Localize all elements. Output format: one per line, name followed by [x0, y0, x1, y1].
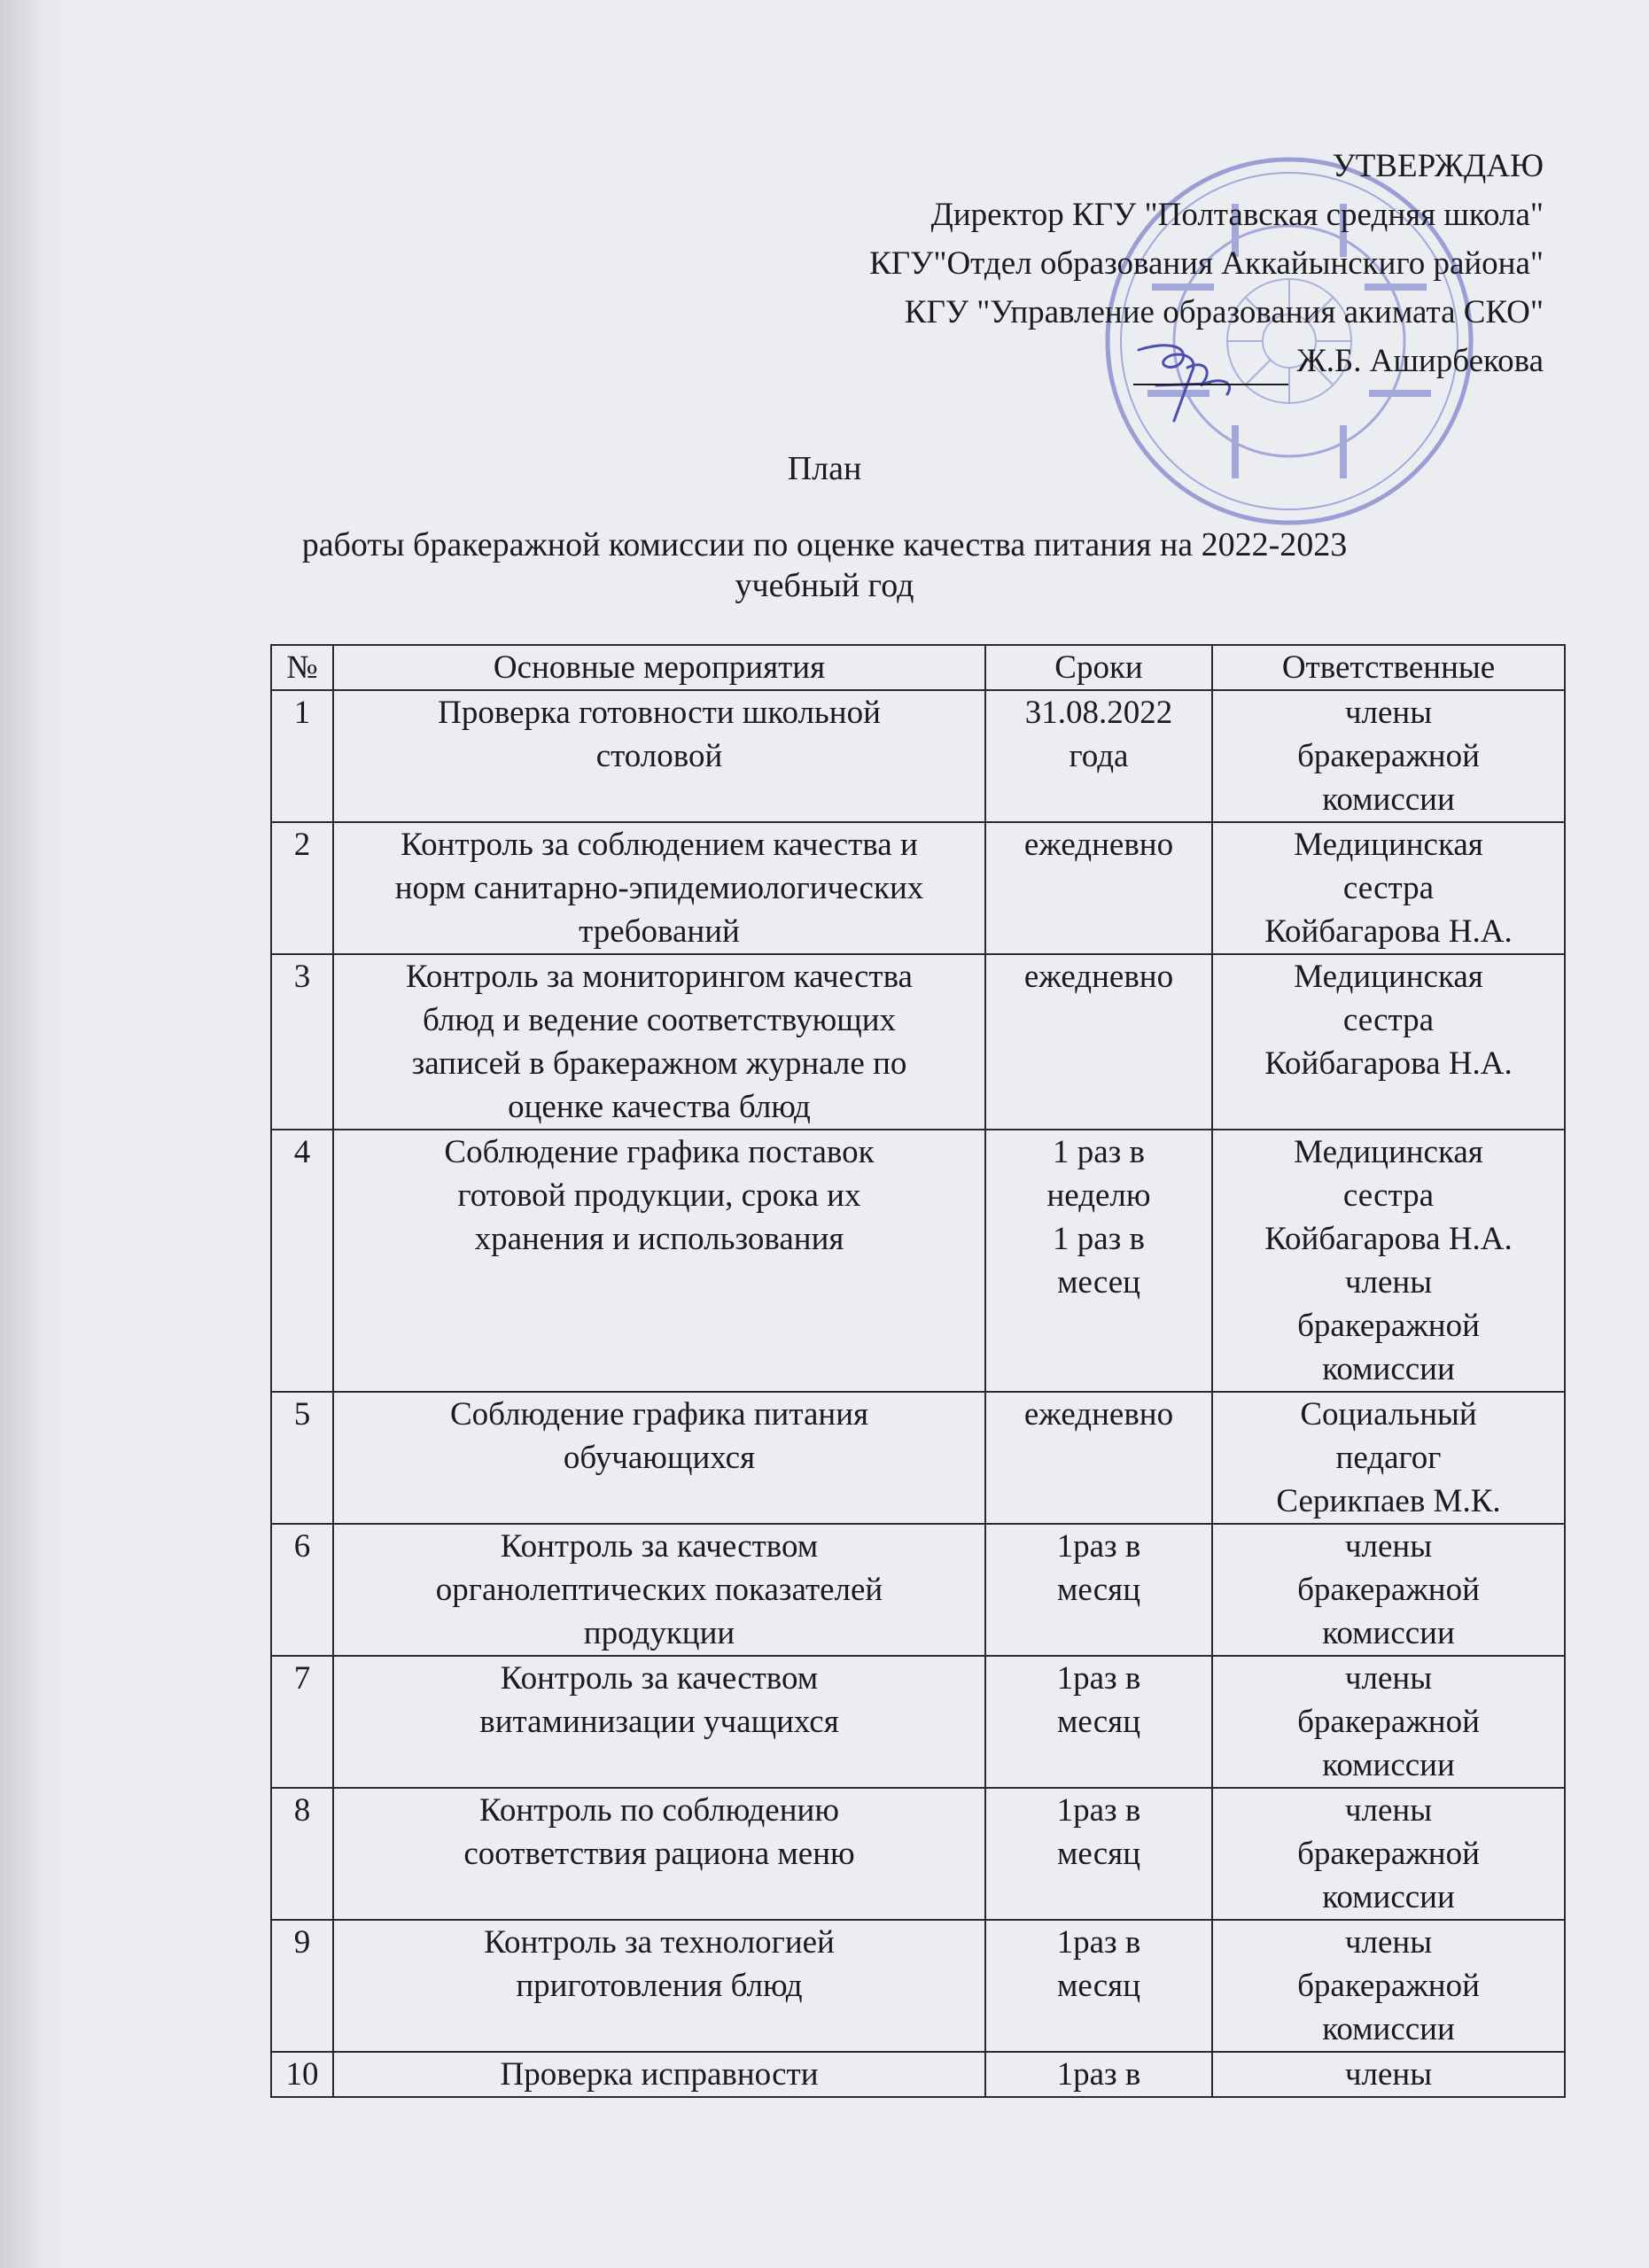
- activity-cell-line: Контроль за качеством: [500, 1528, 819, 1565]
- row-number: 9: [271, 1920, 333, 2052]
- activity-cell-line: продукции: [583, 1615, 735, 1651]
- activity-cell: [333, 1524, 985, 1656]
- responsible-cell-line: бракеражной: [1297, 1836, 1480, 1872]
- responsible-cell-line: сестра: [1342, 1177, 1435, 1214]
- term-cell: [985, 822, 1212, 954]
- responsible-cell-line: педагог: [1335, 1440, 1442, 1476]
- responsible-cell: [1212, 822, 1565, 954]
- responsible-cell-line: Койбагарова Н.А.: [1264, 913, 1513, 950]
- activity-cell-line: Контроль за соблюдением качества и: [401, 827, 918, 863]
- term-cell: [985, 1920, 1212, 2052]
- responsible-cell-line: члены: [1344, 1924, 1433, 1961]
- responsible-cell-line: комиссии: [1322, 2011, 1455, 2047]
- term-cell-line: месяц: [1057, 1968, 1140, 2004]
- activity-cell: [333, 954, 985, 1130]
- term-cell: [985, 1524, 1212, 1656]
- responsible-cell: [1212, 1524, 1565, 1656]
- activity-cell: [333, 1130, 985, 1392]
- activity-cell-line: органолептических показателей: [435, 1572, 883, 1608]
- term-cell-line: неделю: [1046, 1177, 1151, 1214]
- responsible-cell-line: бракеражной: [1297, 1572, 1480, 1608]
- row-number: 2: [271, 822, 333, 954]
- signature-underline: [1133, 346, 1288, 385]
- activity-cell-line: Контроль за качеством: [500, 1660, 819, 1697]
- plan-table: [270, 644, 1566, 2098]
- table-row: [271, 1524, 1565, 1656]
- term-cell-line: ежедневно: [1023, 1396, 1174, 1433]
- term-cell-line: ежедневно: [1023, 959, 1174, 995]
- activity-cell-line: хранения и использования: [474, 1221, 844, 1257]
- approver-position-line-1: Директор КГУ "Полтавская средняя школа": [930, 197, 1544, 233]
- activity-cell-line: соответствия рациона меню: [463, 1836, 855, 1872]
- responsible-cell-line: бракеражной: [1297, 738, 1480, 774]
- table-row: [271, 690, 1565, 822]
- responsible-cell: [1212, 1920, 1565, 2052]
- table-row: [271, 1656, 1565, 1788]
- responsible-cell: [1212, 2052, 1565, 2097]
- activity-cell: [333, 1656, 985, 1788]
- activity-cell: [333, 822, 985, 954]
- scan-edge: [0, 0, 55, 2268]
- activity-cell: [333, 1392, 985, 1524]
- activity-cell-line: Проверка исправности: [500, 2056, 819, 2093]
- row-number: 1: [271, 690, 333, 822]
- term-cell: [985, 2052, 1212, 2097]
- responsible-cell-line: Серикпаев М.К.: [1276, 1483, 1501, 1519]
- responsible-cell-line: сестра: [1342, 1002, 1435, 1038]
- row-number: 5: [271, 1392, 333, 1524]
- term-cell-line: месяц: [1057, 1572, 1140, 1608]
- responsible-cell: [1212, 690, 1565, 822]
- term-cell-line: месяц: [1057, 1704, 1140, 1740]
- activity-cell-line: оценке качества блюд: [508, 1089, 811, 1125]
- approver-position-line-3: КГУ "Управление образования акимата СКО": [904, 294, 1544, 330]
- responsible-cell-line: комиссии: [1322, 1747, 1455, 1783]
- responsible-cell-line: члены: [1344, 1528, 1433, 1565]
- table-row: [271, 1130, 1565, 1392]
- activity-cell-line: Проверка готовности школьной: [438, 695, 881, 731]
- responsible-cell: [1212, 1656, 1565, 1788]
- term-cell: [985, 1130, 1212, 1392]
- responsible-cell-line: члены: [1344, 1264, 1433, 1301]
- table-body: [271, 690, 1565, 2097]
- row-number: 10: [271, 2052, 333, 2097]
- document-subtitle: [0, 524, 1649, 606]
- subtitle-line-2: учебный год: [735, 567, 914, 604]
- responsible-cell-line: комиссии: [1322, 1615, 1455, 1651]
- responsible-cell-line: комиссии: [1322, 1879, 1455, 1915]
- table-row: [271, 2052, 1565, 2097]
- activity-cell-line: Соблюдение графика поставок: [444, 1134, 875, 1170]
- subtitle-line-1: работы бракеражной комиссии по оценке качества питания на 2022-2023: [301, 526, 1348, 563]
- responsible-cell-line: бракеражной: [1297, 1308, 1480, 1344]
- responsible-cell-line: члены: [1344, 695, 1433, 731]
- activity-cell-line: столовой: [595, 738, 723, 774]
- approval-block: [869, 142, 1544, 385]
- signature-line: [869, 337, 1544, 385]
- activity-cell: [333, 2052, 985, 2097]
- term-cell: [985, 690, 1212, 822]
- row-number: 3: [271, 954, 333, 1130]
- table-row: [271, 1788, 1565, 1920]
- responsible-cell-line: Медицинская: [1294, 827, 1483, 863]
- activity-cell-line: Контроль по соблюдению: [479, 1792, 839, 1829]
- responsible-cell-line: бракеражной: [1297, 1968, 1480, 2004]
- term-cell: [985, 1656, 1212, 1788]
- responsible-cell-line: Социальный: [1300, 1396, 1477, 1433]
- activity-cell: [333, 1920, 985, 2052]
- activity-cell-line: Контроль за мониторингом качества: [406, 959, 913, 995]
- table-row: [271, 954, 1565, 1130]
- table-header-row: [271, 645, 1565, 690]
- activity-cell-line: приготовления блюд: [516, 1968, 803, 2004]
- responsible-cell-line: Медицинская: [1294, 1134, 1483, 1170]
- activity-cell-line: норм санитарно-эпидемиологических: [394, 870, 924, 906]
- responsible-cell-line: члены: [1344, 2056, 1433, 2093]
- approve-title: УТВЕРЖДАЮ: [1332, 148, 1544, 184]
- activity-cell: [333, 1788, 985, 1920]
- approver-position-line-2: КГУ"Отдел образования Аккайынскиго района": [869, 245, 1544, 282]
- activity-cell-line: блюд и ведение соответствующих: [422, 1002, 897, 1038]
- term-cell-line: года: [1069, 738, 1129, 774]
- term-cell: [985, 1392, 1212, 1524]
- responsible-cell-line: Койбагарова Н.А.: [1264, 1221, 1513, 1257]
- responsible-cell-line: члены: [1344, 1792, 1433, 1829]
- responsible-cell: [1212, 954, 1565, 1130]
- term-cell: [985, 1788, 1212, 1920]
- term-cell-line: месец: [1057, 1264, 1140, 1301]
- header-activity: Основные мероприятия: [333, 645, 985, 690]
- term-cell-line: 1 раз в: [1052, 1221, 1145, 1257]
- term-cell-line: ежедневно: [1023, 827, 1174, 863]
- responsible-cell-line: Медицинская: [1294, 959, 1483, 995]
- responsible-cell: [1212, 1788, 1565, 1920]
- responsible-cell: [1212, 1392, 1565, 1524]
- row-number: 8: [271, 1788, 333, 1920]
- activity-cell-line: витаминизации учащихся: [479, 1704, 839, 1740]
- responsible-cell-line: комиссии: [1322, 781, 1455, 818]
- responsible-cell-line: члены: [1344, 1660, 1433, 1697]
- header-term: Сроки: [985, 645, 1212, 690]
- responsible-cell-line: бракеражной: [1297, 1704, 1480, 1740]
- term-cell-line: 1раз в: [1056, 1660, 1141, 1697]
- table-row: [271, 1920, 1565, 2052]
- activity-cell-line: записей в бракеражном журнале по: [411, 1045, 907, 1082]
- term-cell-line: 1 раз в: [1052, 1134, 1145, 1170]
- term-cell-line: 1раз в: [1056, 1924, 1141, 1961]
- activity-cell-line: требований: [579, 913, 740, 950]
- row-number: 7: [271, 1656, 333, 1788]
- header-responsible: Ответственные: [1212, 645, 1565, 690]
- term-cell-line: 1раз в: [1056, 2056, 1141, 2093]
- table-row: [271, 1392, 1565, 1524]
- term-cell-line: месяц: [1057, 1836, 1140, 1872]
- header-number: №: [271, 645, 333, 690]
- term-cell-line: 31.08.2022: [1024, 695, 1173, 731]
- document-title: План: [787, 450, 862, 487]
- responsible-cell-line: Койбагарова Н.А.: [1264, 1045, 1513, 1082]
- row-number: 6: [271, 1524, 333, 1656]
- activity-cell-line: Контроль за технологией: [484, 1924, 835, 1961]
- signatory-name: Ж.Б. Аширбекова: [1296, 343, 1544, 379]
- activity-cell: [333, 690, 985, 822]
- activity-cell-line: обучающихся: [563, 1440, 756, 1476]
- responsible-cell-line: комиссии: [1322, 1351, 1455, 1387]
- activity-cell-line: Соблюдение графика питания: [449, 1396, 869, 1433]
- responsible-cell-line: сестра: [1342, 870, 1435, 906]
- responsible-cell: [1212, 1130, 1565, 1392]
- term-cell-line: 1раз в: [1056, 1528, 1141, 1565]
- activity-cell-line: готовой продукции, срока их: [457, 1177, 861, 1214]
- row-number: 4: [271, 1130, 333, 1392]
- term-cell: [985, 954, 1212, 1130]
- table-row: [271, 822, 1565, 954]
- term-cell-line: 1раз в: [1056, 1792, 1141, 1829]
